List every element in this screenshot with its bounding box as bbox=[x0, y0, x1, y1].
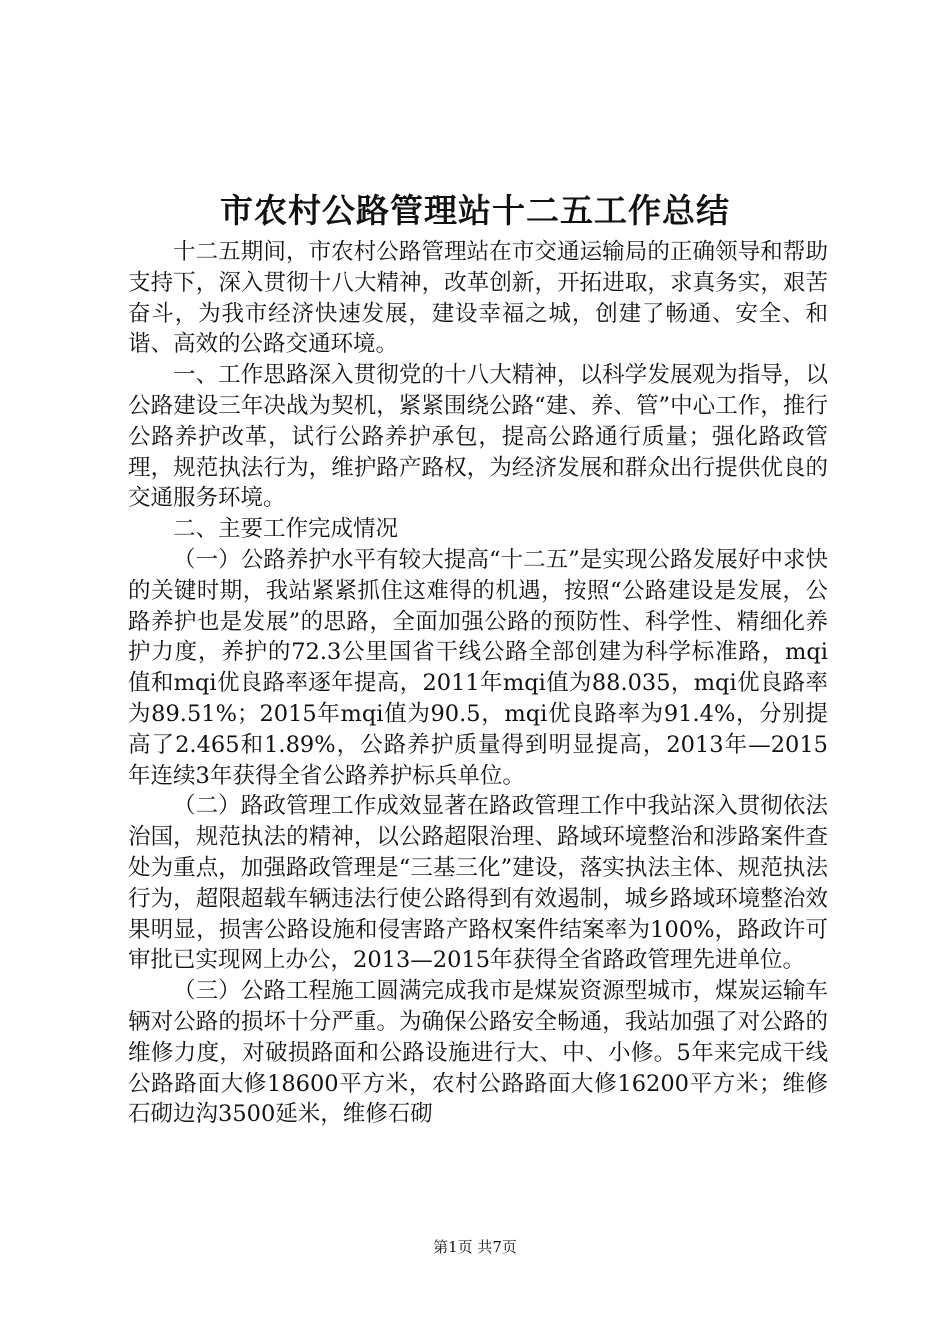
page-footer: 第1页 共7页 bbox=[433, 1238, 517, 1256]
document-title: 市农村公路管理站十二五工作总结 bbox=[220, 191, 730, 230]
paragraph-road-construction: （三）公路工程施工圆满完成我市是煤炭资源型城市，煤炭运输车辆对公路的损坏十分严重。为确保公路安全畅通，我站加强了对公路的维修力度，对破损路面和公路设施进行大、中、小修。5年来完成干线公路路面大修18600平方米，农村公路路面大修16200平方米；维修石砌边沟3500延米，维修石砌 bbox=[128, 978, 828, 1128]
paragraph-intro: 十二五期间，市农村公路管理站在市交通运输局的正确领导和帮助支持下，深入贯彻十八大精神，改革创新，开拓进取，求真务实，艰苦奋斗，为我市经济快速发展，建设幸福之城，创建了畅通、安全、和谐、高效的公路交通环境。 bbox=[128, 239, 828, 358]
paragraph-section-heading: 二、主要工作完成情况 bbox=[173, 516, 399, 543]
paragraph-road-maintenance: （一）公路养护水平有较大提高“十二五”是实现公路发展好中求快的关键时期，我站紧紧抓住这难得的机遇，按照“公路建设是发展，公路养护也是发展”的思路，全面加强公路的预防性、科学性、精细化养护力度，养护的72.3公里国省干线公路全部创建为科学标准路，mqi值和mqi优良路率逐年提高，2011年mqi值为88.035，mqi优良路率为89.51%；2015年mqi值为90.5，mqi优良路率为91.4%，分别提高了2.465和1.89%，公路养护质量得到明显提高，2013年—2015年连续3年获得全省公路养护标兵单位。 bbox=[128, 546, 828, 789]
document-body bbox=[128, 237, 828, 1130]
paragraph-road-administration: （二）路政管理工作成效显著在路政管理工作中我站深入贯彻依法治国，规范执法的精神，以公路超限治理、路域环境整治和涉路案件查处为重点，加强路政管理是“三基三化”建设，落实执法主体、规范执法行为，超限超载车辆违法行使公路得到有效遏制，城乡路域环境整治效果明显，损害公路设施和侵害路产路权案件结案率为100%，路政许可审批已实现网上办公，2013—2015年获得全省路政管理先进单位。 bbox=[128, 793, 828, 974]
paragraph-work-approach: 一、工作思路深入贯彻党的十八大精神，以科学发展观为指导，以公路建设三年决战为契机，紧紧围绕公路“建、养、管”中心工作，推行公路养护改革，试行公路养护承包，提高公路通行质量；强化路政管理，规范执法行为，维护路产路权，为经济发展和群众出行提供优良的交通服务环境。 bbox=[128, 362, 828, 512]
